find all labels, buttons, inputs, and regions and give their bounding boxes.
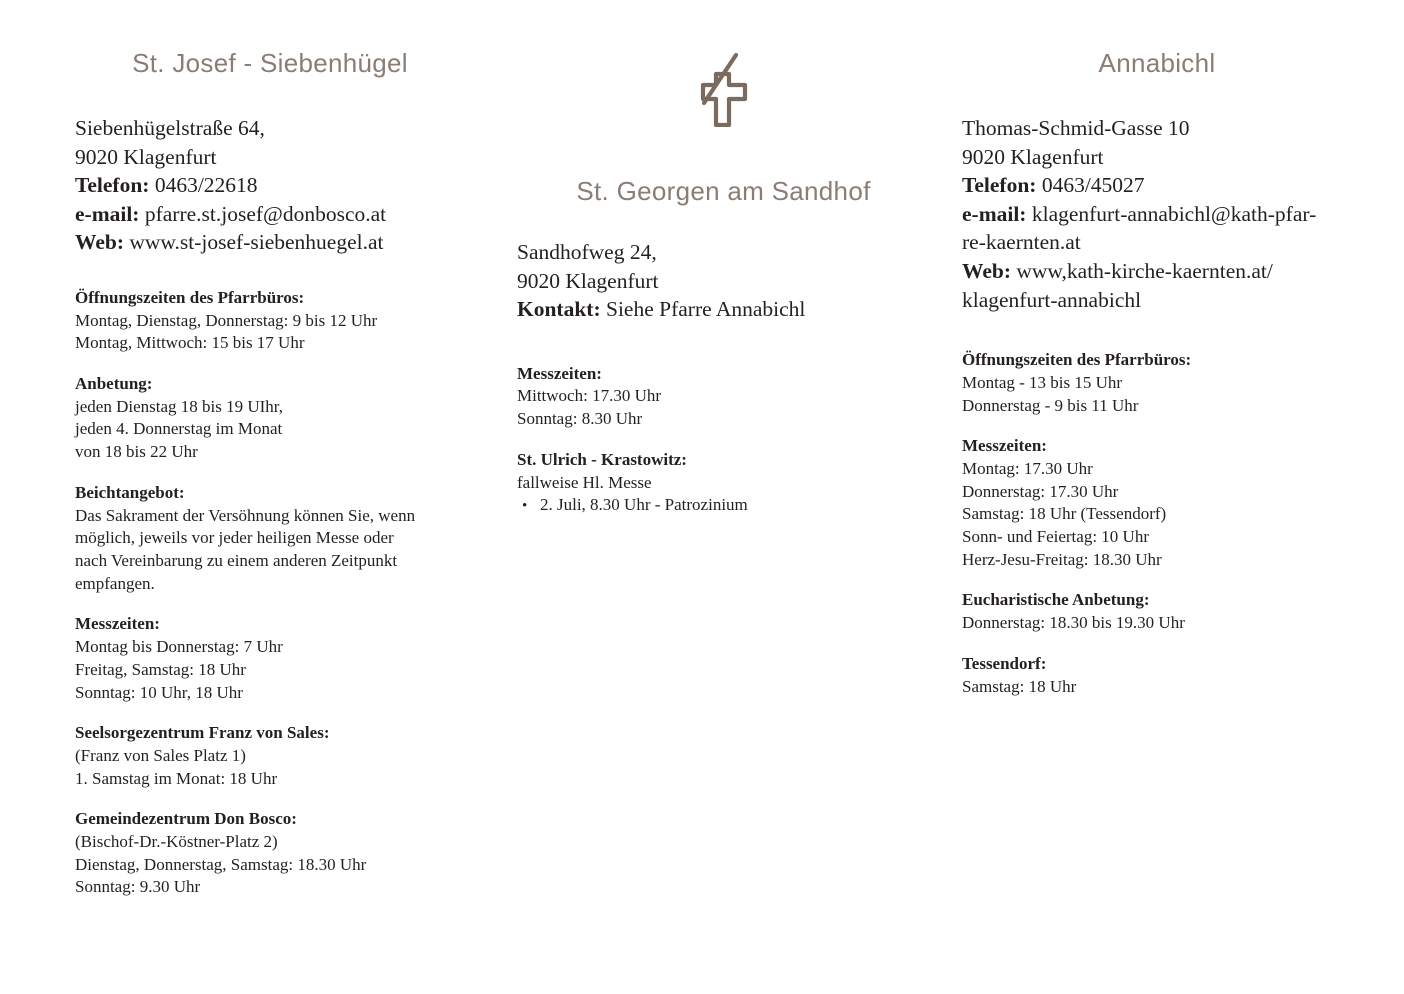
section-line: Montag, Dienstag, Donnerstag: 9 bis 12 Uhr [75, 310, 378, 330]
address-field-label: Telefon: [962, 173, 1042, 198]
section-line: Montag bis Donnerstag: 7 Uhr [75, 637, 283, 657]
address-field-value: klagenfurt-annabichl [962, 287, 1142, 312]
address-line [75, 200, 465, 229]
address-field-value: 9020 Klagenfurt [962, 144, 1104, 169]
section-line: Samstag: 18 Uhr [962, 676, 1077, 696]
info-section [962, 435, 1352, 571]
address-line [962, 143, 1352, 172]
section-heading: Beichtangebot: [75, 482, 185, 502]
section-line: Samstag: 18 Uhr (Tessendorf) [962, 504, 1167, 524]
section-line: nach Vereinbarung zu einem anderen Zeitpunkt [75, 551, 398, 570]
info-sections [517, 363, 930, 518]
info-section [75, 287, 465, 355]
address-line [75, 228, 465, 257]
address-field-value: klagenfurt-annabichl@kath-pfar- [1031, 201, 1317, 226]
section-line [517, 494, 930, 518]
info-sections [962, 349, 1352, 698]
section-line: Sonntag: 8.30 Uhr [517, 409, 643, 429]
address-line [517, 295, 930, 324]
address-field-value: 9020 Klagenfurt [517, 268, 659, 293]
address-field-value: Siebenhügelstraße 64, [75, 116, 265, 140]
section-line: Dienstag, Donnerstag, Samstag: 18.30 Uhr [75, 854, 367, 874]
column-annabichl [962, 48, 1352, 994]
section-line-text: 2. Juli, 8.30 Uhr - Patrozinium [540, 495, 748, 515]
bullet-dot: • [522, 498, 528, 515]
section-line: Montag, Mittwoch: 15 bis 17 Uhr [75, 333, 305, 353]
address-field-label: Kontakt: [517, 297, 606, 322]
address-field-value: Thomas-Schmid-Gasse 10 [962, 116, 1190, 140]
section-heading: Gemeindezentrum Don Bosco: [75, 809, 297, 829]
section-line: Mittwoch: 17.30 Uhr [517, 386, 662, 406]
address-block [517, 238, 930, 324]
address-line [962, 200, 1352, 229]
info-sections [75, 287, 465, 899]
address-block [962, 114, 1352, 314]
section-heading: Seelsorgezentrum Franz von Sales: [75, 723, 330, 743]
section-line: Donnerstag: 17.30 Uhr [962, 481, 1119, 501]
section-line: Sonntag: 10 Uhr, 18 Uhr [75, 682, 243, 702]
column-st-georgen [517, 48, 930, 994]
address-line [75, 114, 465, 143]
info-section [517, 363, 930, 431]
parish-title: St. Josef - Siebenhügel [132, 48, 408, 78]
address-field-value: www.st-josef-siebenhuegel.at [129, 230, 384, 255]
section-heading: Öffnungszeiten des Pfarrbüros: [962, 350, 1192, 370]
address-field-value: 9020 Klagenfurt [75, 144, 217, 169]
section-line: (Bischof-Dr.-Köstner-Platz 2) [75, 832, 278, 852]
section-line: Freitag, Samstag: 18 Uhr [75, 659, 246, 679]
info-section [75, 373, 465, 464]
info-section [517, 449, 930, 518]
section-heading: Messzeiten: [517, 363, 602, 383]
address-field-value: 0463/22618 [154, 173, 258, 198]
section-line: Sonntag: 9.30 Uhr [75, 877, 201, 897]
section-heading: Messzeiten: [75, 614, 160, 634]
address-line [962, 171, 1352, 200]
info-section [75, 722, 465, 790]
address-line [962, 228, 1352, 257]
info-section [75, 613, 465, 704]
section-line: (Franz von Sales Platz 1) [75, 745, 246, 765]
section-line: fallweise Hl. Messe [517, 472, 652, 492]
cross-icon [699, 53, 749, 127]
section-line: 1. Samstag im Monat: 18 Uhr [75, 768, 278, 788]
column-st-josef [75, 48, 465, 994]
info-section [75, 808, 465, 899]
section-heading: St. Ulrich - Krastowitz: [517, 449, 687, 469]
section-line: Sonn- und Feiertag: 10 Uhr [962, 527, 1149, 547]
section-line: von 18 bis 22 Uhr [75, 442, 198, 462]
section-line: Donnerstag - 9 bis 11 Uhr [962, 395, 1139, 415]
address-field-label: e-mail: [962, 201, 1032, 226]
address-line [517, 267, 930, 296]
section-heading: Anbetung: [75, 374, 153, 394]
section-line: Donnerstag: 18.30 bis 19.30 Uhr [962, 613, 1185, 633]
address-field-value: re-kaernten.at [962, 230, 1081, 255]
address-field-label: Web: [75, 230, 130, 255]
cross-icon-wrap [517, 53, 930, 127]
section-heading: Messzeiten: [962, 436, 1047, 456]
section-heading: Eucharistische Anbetung: [962, 590, 1150, 610]
section-heading: Tessendorf: [962, 653, 1047, 673]
info-section [962, 589, 1352, 634]
parish-title: St. Georgen am Sandhof [576, 176, 871, 206]
address-field-label: Telefon: [75, 173, 155, 198]
section-line: jeden Dienstag 18 bis 19 UIhr, [75, 396, 284, 416]
address-block [75, 114, 465, 257]
section-line: Montag: 17.30 Uhr [962, 458, 1093, 478]
address-line [962, 257, 1352, 286]
address-line [75, 143, 465, 172]
section-heading: Öffnungszeiten des Pfarrbüros: [75, 287, 305, 307]
info-section [962, 653, 1352, 698]
info-section [75, 482, 465, 596]
address-field-label: e-mail: [75, 201, 145, 226]
address-field-value: 0463/45027 [1041, 173, 1145, 198]
section-line: möglich, jeweils vor jeder heiligen Messe oder [75, 528, 394, 548]
address-line [517, 238, 930, 267]
parish-title: Annabichl [1098, 48, 1216, 78]
section-line: empfangen. [75, 573, 155, 593]
info-section [962, 349, 1352, 417]
section-line: Das Sakrament der Versöhnung können Sie, wenn [75, 505, 416, 525]
address-field-value: Sandhofweg 24, [517, 240, 657, 264]
address-field-label: Web: [962, 258, 1017, 283]
address-field-value: pfarre.st.josef@donbosco.at [144, 201, 387, 226]
address-field-value: Siehe Pfarre Annabichl [606, 297, 806, 322]
section-line: Herz-Jesu-Freitag: 18.30 Uhr [962, 549, 1162, 569]
section-line: jeden 4. Donnerstag im Monat [75, 419, 283, 439]
address-line [75, 171, 465, 200]
address-line [962, 114, 1352, 143]
address-line [962, 286, 1352, 315]
address-field-value: www,kath-kirche-kaernten.at/ [1016, 258, 1273, 283]
section-line: Montag - 13 bis 15 Uhr [962, 372, 1123, 392]
